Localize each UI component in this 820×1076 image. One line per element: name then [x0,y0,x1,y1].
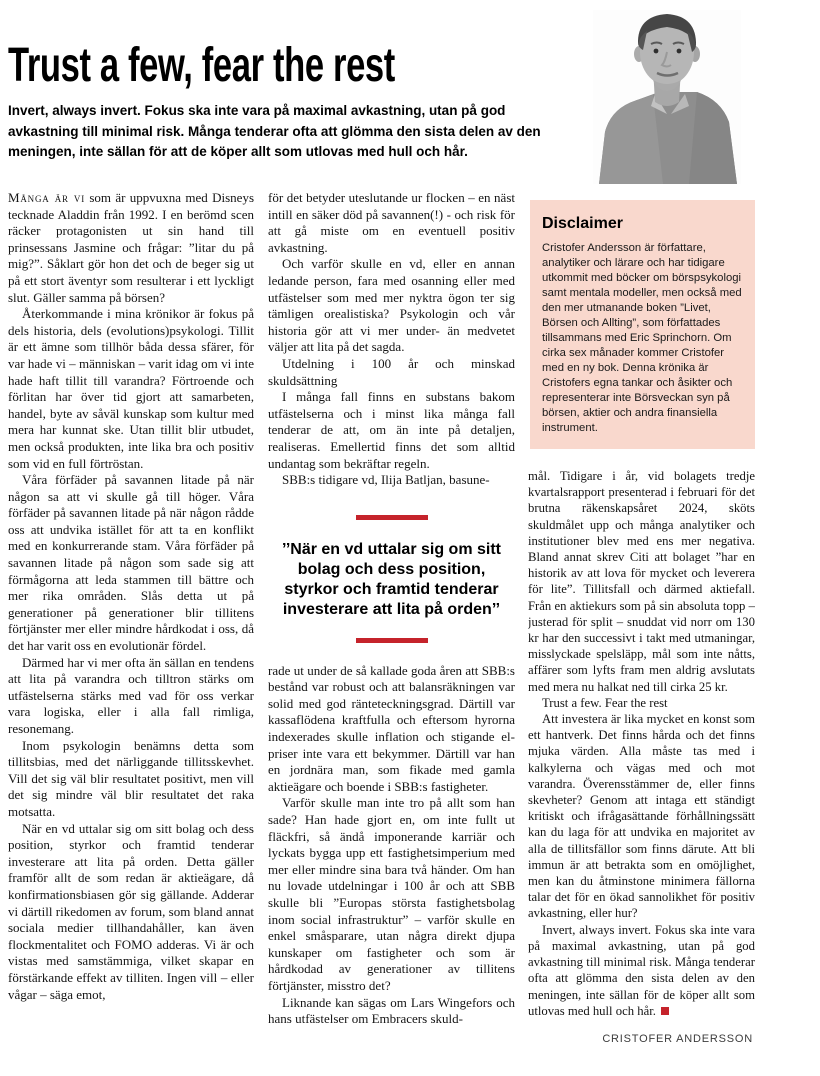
paragraph: Våra förfäder på savannen litade på när någon sa att vi skulle gå till höger. Våra förfäder på savannen litade på när någon rådde oss att undvika istället för att ta en konflikt med en konkurrerande stam. Våra förfäder på savannen litade på någon som sade sig att förmågorna att leda stammen till bättre och mer rika områden. Slås detta ut på generationer på generationer blir tillitens förtjänster mer eller mindre hårdkodat i oss, då det har varit oss en evolutionär fördel. [8,472,254,654]
paragraph-subhead: Utdelning i 100 år och minskad skuldsättning [268,355,515,388]
column-2 [268,190,515,1076]
paragraph: SBB:s tidigare vd, Ilija Batljan, basune- [282,472,490,488]
closing-paragraph-text: Invert, always invert. Fokus ska inte vara på maximal avkastning, utan på god avkastning till minimal risk. Många tenderar ofta att glömma den sista delen av den meningen, inte sällan för de köper allt som utlovas med hull och hår. [528,922,755,1018]
paragraph: Liknande kan sägas om Lars Wingefors och hans utfästelser om Embracers skuld- [268,994,515,1027]
end-of-article-mark [661,1007,669,1015]
author-photo [593,10,741,184]
paragraph: Inom psykologin benämns detta som tillitsbias, med det närliggande tillitsskevhet. Vill det sig väl blir resultatet positivt, men vill det sig mindre väl blir resultatet det raka motsatta. [8,737,254,819]
portrait-image [593,10,741,184]
pull-quote-text: ’’När en vd uttalar sig om sitt bolag och dess position, styrkor och framtid tenderar investerare att lita på orden’’ [281,540,501,618]
paragraph: för det betyder uteslutande ur flocken – en näst intill en säker död på savannen(!) - och risk för att gå miste om en eventuell positiv avkastning. [268,190,515,255]
disclaimer-title: Disclaimer [542,215,623,232]
paragraph: När en vd uttalar sig om sitt bolag och dess position, styrkor och framtid tenderar investerare att lita på orden. Detta gäller framför allt de som redan är aktieägare, då konfirmationsbiasen gör sig gällande. Adderar vi därtill rikedomen av forum, som bland annat sociala medier tillhandahåller, kan även flockmentalitet och FOMO adderas. Vi är och vistas med samstämmiga, vilket skapar en förstärkande effekt av tilliten. Ingen vill – eller vågar – säga emot, [8,820,254,1002]
paragraph: Återkommande i mina krönikor är fokus på dels historia, dels (evolutions)psykologi. Tillit är ett ämne som tillhör båda dessa sfärer, för var hade vi – människan – varit idag om vi inte hade haft tillit till varandra? Förtroende och förlitan har över tid gjort att samarbeten, handel, byte av såväl kunskap som kultur med mera har kunnat ske. Utan tillit blir utbudet, men också produkten, inte lika bra och positiv som vid en full förtröstan. [8,306,254,471]
lead-paragraph-text: som är uppvuxna med Disneys tecknade Aladdin från 1992. I en berömd scen räcker protagonisten ut sin hand till prinsessans Jasmine och frågar: ”litar du på mig?”. Såklart gör hon det och de beger sig ut på ett stort äventyr som resulterar i ett lyckligt slut. Gäller samma på börsen? [8,190,254,305]
article-title: Trust a few, fear the rest [8,39,395,92]
pull-quote [268,515,515,643]
paragraph: Och varför skulle en vd, eller en annan ledande person, fara med osanning eller med utfästelser som med mer nyktra ögon ter sig tämligen orealistiska? Psykologin och vår historia gör att vi mer under- än medvetet väljer att lita på det sagda. [268,256,515,355]
paragraph: Varför skulle man inte tro på allt som han sade? Han hade gjort en, om inte fullt ut fläckfri, så ändå imponerande karriär och lyckats bygga upp ett fastighetsimperium med mer eller mindre sina bara två händer. Om han nu lovade utdelningar i 100 år och att SBB skulle bli ”Europas största fastighetsbolag inom social infrastruktur” – varför skulle en enkel småsparare, utan några direkt djupa kunskaper om fastigheter och som är hårdkodad av generationer av tillitens förtjänster, misstro det? [268,795,515,993]
column-1 [8,190,254,1076]
paragraph: rade ut under de så kallade goda åren att SBB:s bestånd var robust och att balansräkningen var solid med god ränteteckningsgrad. Därtill var kassaflödena kraftfulla och eftersom hyrorna indexerades skulle inflation och stigande el-priser inte vara ett bekymmer. Därtill var han en jordnära man, som fikade med gamla aktieägare och boende i SBB:s fastigheter. [268,662,515,794]
paragraph: mål. Tidigare i år, vid bolagets tredje kvartalsrapport presenterad i februari för det brutna räkenskapsåret 2024, sköts skuldmålet upp och många analytiker och institutioner blev med ens mer negativa. Bland annat skrev Citi att bolaget ”har en historik av att lova för mycket och leverera för lite”. Tillitsfall och därmed aktiefall. Från en aktiekurs som på sin absoluta topp – justerad för split – snuddat vid norr om 130 kr har den successivt i takt med utmaningar, misslyckade spelsläpp, mål som inte nåtts, affärer som lyfts fram men aldrig avslutats med mera nu halkat ned till cirka 25 kr. [528,469,755,694]
article-intro: Invert, always invert. Fokus ska inte vara på maximal avkastning, utan på god avkastning till minimal risk. Många tenderar ofta att glömma den sista delen av den meningen, inte sällan för att de köper allt som utlovas med hull och hår. [8,103,541,159]
disclaimer-body: Cristofer Andersson är författare, analytiker och lärare och har tidigare utkommit med böcker om börspsykologi samt mentala modeller, men också med den mer utmanande boken ”Livet, Börsen och Allting”, som författades tillsammans med Eric Sprinchorn. Om cirka sex månader kommer Cristofer med en ny bok. Denna krönika är Cristofers egna tankar och åsikter och representerar inte Börsveckan syn på börsen, aktier och andra finansiella instrument. [542,242,742,434]
pull-quote-rule-bottom [356,638,428,643]
paragraph-lead [8,190,254,306]
paragraph: I många fall finns en substans bakom utfästelserna och i minst lika många fall tenderar de att, om än inte på detaljen, realiseras. Emellertid finns det som alltid undantag som bekräftar regeln. [268,389,515,471]
paragraph: Därmed har vi mer ofta än sällan en tendens att lita på varandra och tilltron stärks om utfästelserna stärks med vad för oss verkar vara logiska, eller i alla fall rimliga, resonemang. [8,654,254,736]
paragraph-subhead: Trust a few. Fear the rest [542,695,668,710]
column-3 [528,190,755,1076]
pull-quote-rule-top [356,515,428,520]
lead-in-small-caps: Många är vi [8,190,86,205]
disclaimer-box [530,200,755,449]
paragraph-closing [528,922,755,1019]
paragraph: Att investera är lika mycket en konst som ett hantverk. Det finns hårda och det finns mjuka värden. Alla måste tas med i kalkylerna och vägas med och mot varandra. Överensstämmer de, eller finns skevheter? Genom att intaga ett ständigt kritiskt och ifrågasättande förhållningssätt kan du laga för att undvika en majoritet av alla de tillitsfällor som finns därute. Att bli immun är att betrakta som en omöjlighet, men kan du åtminstone minimera fällorna talar det för en ökad sannolikhet för positiv avkastning, eller hur? [528,712,755,921]
byline: CRISTOFER ANDERSSON [602,1032,753,1045]
